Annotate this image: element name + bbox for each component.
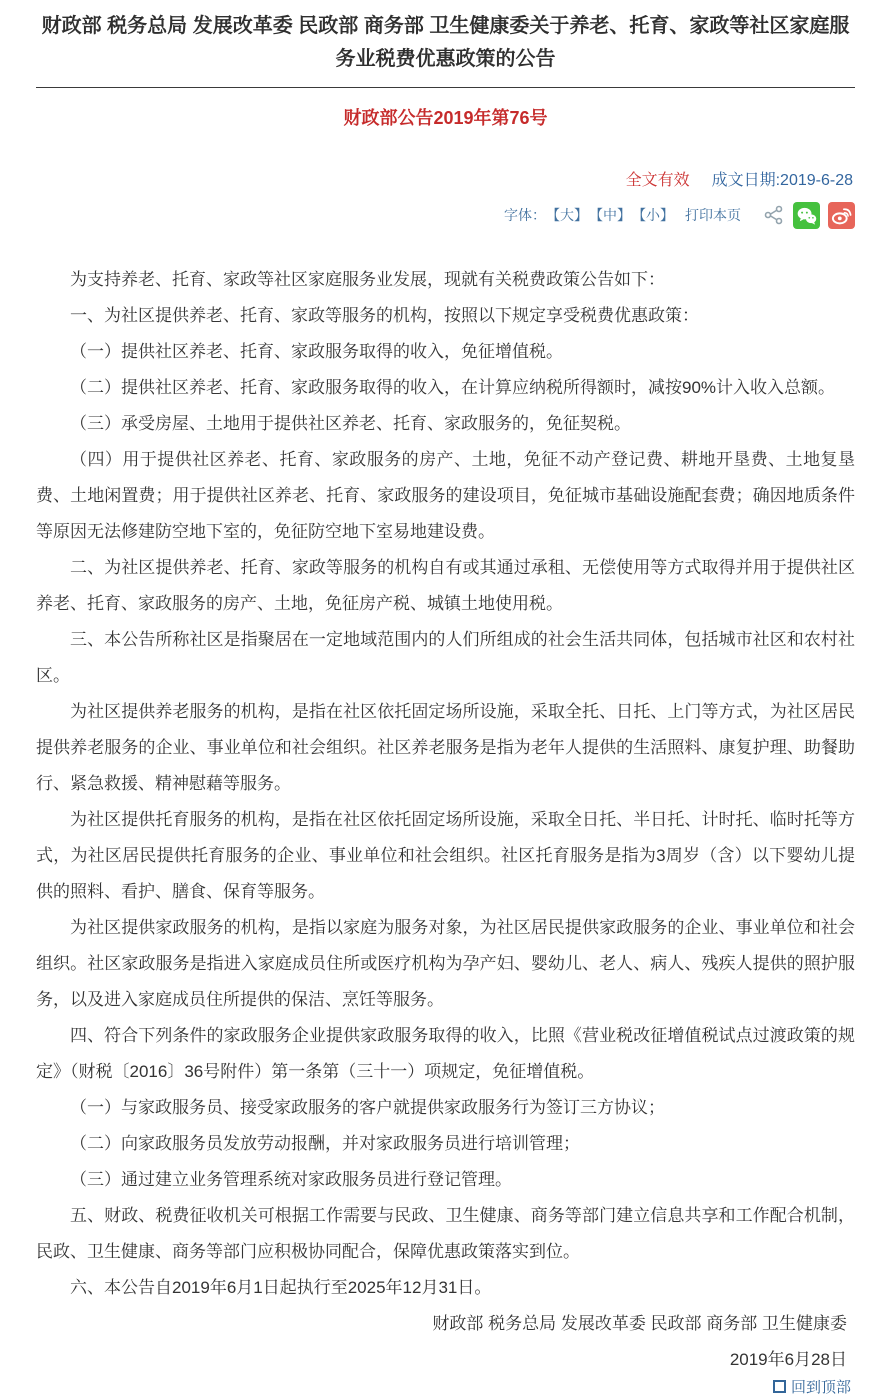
paragraph: 四、符合下列条件的家政服务企业提供家政服务取得的收入，比照《营业税改征增值税试点过渡政策的规定》（财税〔2016〕36号附件）第一条第（三十一）项规定，免征增值税。	[36, 1026, 855, 1081]
paragraph: （二）向家政服务员发放劳动报酬，并对家政服务员进行培训管理；	[70, 1134, 580, 1153]
paragraph: 六、本公告自2019年6月1日起执行至2025年12月31日。	[70, 1278, 492, 1297]
font-medium-button[interactable]: 【中】	[589, 207, 631, 223]
article-body	[0, 262, 891, 1378]
paragraph: （一）提供社区养老、托育、家政服务取得的收入，免征增值税。	[70, 342, 563, 361]
share-icon[interactable]	[763, 204, 785, 226]
back-to-top-icon	[773, 1380, 786, 1393]
wechat-share-icon[interactable]	[793, 202, 820, 229]
paragraph: 为支持养老、托育、家政等社区家庭服务业发展，现就有关税费政策公告如下：	[70, 270, 665, 289]
announcement-page	[0, 10, 891, 1396]
font-large-button[interactable]: 【大】	[546, 207, 588, 223]
page-toolbar	[0, 200, 891, 230]
paragraph: （三）通过建立业务管理系统对家政服务员进行登记管理。	[70, 1170, 512, 1189]
weibo-share-icon[interactable]	[828, 202, 855, 229]
print-page-button[interactable]: 打印本页	[685, 207, 741, 223]
page-title: 财政部 税务总局 发展改革委 民政部 商务部 卫生健康委关于养老、托育、家政等社区家庭服务业税费优惠政策的公告	[41, 15, 850, 70]
font-size-label: 字体：	[504, 207, 546, 223]
paragraph: （四）用于提供社区养老、托育、家政服务的房产、土地，免征不动产登记费、耕地开垦费、土地复垦费、土地闲置费；用于提供社区养老、托育、家政服务的建设项目，免征城市基础设施配套费；确因地质条件等原因无法修建防空地下室的，免征防空地下室易地建设费。	[36, 450, 855, 541]
paragraph: 二、为社区提供养老、托育、家政等服务的机构自有或其通过承租、无偿使用等方式取得并用于提供社区养老、托育、家政服务的房产、土地，免征房产税、城镇土地使用税。	[36, 558, 855, 613]
back-to-top-label: 回到顶部	[790, 1379, 851, 1396]
issue-date: 成文日期:2019-6-28	[711, 172, 853, 189]
meta-row	[0, 167, 891, 190]
paragraph: （三）承受房屋、土地用于提供社区养老、托育、家政服务的，免征契税。	[70, 414, 631, 433]
title-divider	[36, 87, 855, 88]
paragraph: 为社区提供托育服务的机构，是指在社区依托固定场所设施，采取全日托、半日托、计时托、临时托等方式，为社区居民提供托育服务的企业、事业单位和社会组织。社区托育服务是指为3周岁（含）以下婴幼儿提供的照料、看护、膳食、保育等服务。	[36, 810, 855, 901]
back-to-top-link[interactable]	[773, 1376, 851, 1397]
document-number: 财政部公告2019年第76号	[343, 108, 548, 128]
paragraph: （二）提供社区养老、托育、家政服务取得的收入，在计算应纳税所得额时，减按90%计入收入总额。	[70, 378, 836, 397]
signature-agencies: 财政部 税务总局 发展改革委 民政部 商务部 卫生健康委	[432, 1314, 847, 1333]
paragraph: 为社区提供养老服务的机构，是指在社区依托固定场所设施，采取全托、日托、上门等方式，为社区居民提供养老服务的企业、事业单位和社会组织。社区养老服务是指为老年人提供的生活照料、康复护理、助餐助行、紧急救援、精神慰藉等服务。	[36, 702, 855, 793]
status-badge: 全文有效	[625, 172, 690, 189]
paragraph: 三、本公告所称社区是指聚居在一定地域范围内的人们所组成的社会生活共同体，包括城市社区和农村社区。	[36, 630, 855, 685]
paragraph: 为社区提供家政服务的机构，是指以家庭为服务对象，为社区居民提供家政服务的企业、事业单位和社会组织。社区家政服务是指进入家庭成员住所或医疗机构为孕产妇、婴幼儿、老人、病人、残疾人提供的照护服务，以及进入家庭成员住所提供的保洁、烹饪等服务。	[36, 918, 855, 1009]
paragraph: 五、财政、税费征收机关可根据工作需要与民政、卫生健康、商务等部门建立信息共享和工作配合机制，民政、卫生健康、商务等部门应积极协同配合，保障优惠政策落实到位。	[36, 1206, 855, 1261]
font-small-button[interactable]: 【小】	[632, 207, 674, 223]
paragraph: 一、为社区提供养老、托育、家政等服务的机构，按照以下规定享受税费优惠政策：	[70, 306, 699, 325]
paragraph: （一）与家政服务员、接受家政服务的客户就提供家政服务行为签订三方协议；	[70, 1098, 665, 1117]
signature-date: 2019年6月28日	[729, 1350, 847, 1369]
